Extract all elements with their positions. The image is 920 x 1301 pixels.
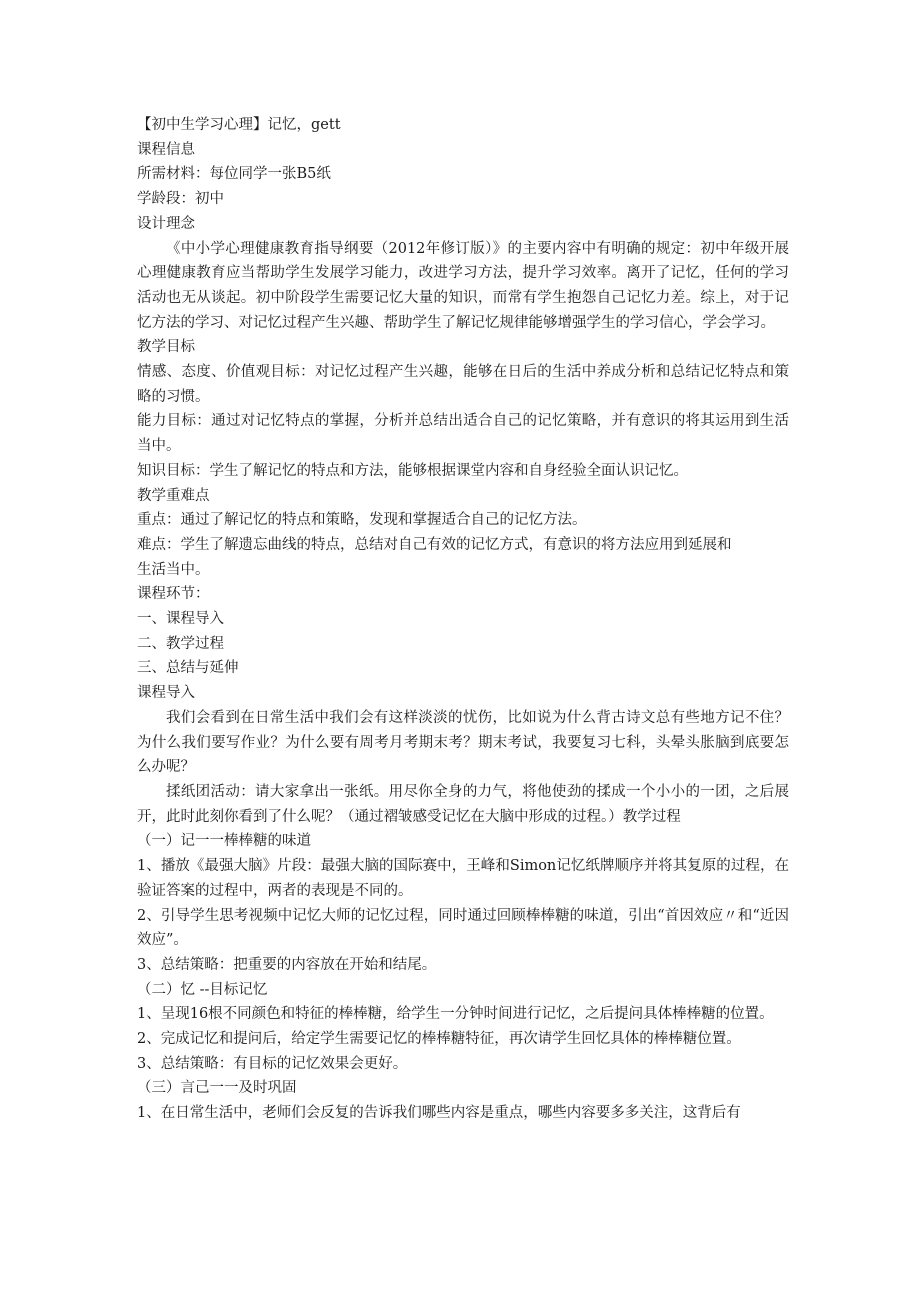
section-1-item-2: 2、引导学生思考视频中记忆大师的记忆过程，同时通过回顾棒棒糖的味道，引出“首因效应〃和“近因效应”。	[137, 907, 789, 949]
section-2-item-2: 2、完成记忆和提问后，给定学生需要记忆的棒棒糖特征，再次请学生回忆具体的棒棒糖位置。	[137, 1031, 741, 1048]
grade-line: 学龄段：初中	[137, 191, 224, 208]
materials-line: 所需材料：每位同学一张B5纸	[137, 166, 331, 183]
key-difficult-heading: 教学重难点	[137, 487, 210, 504]
step-item-1: 一、课程导入	[137, 611, 224, 628]
key-point: 重点：通过了解记忆的特点和策略，发现和掌握适合自己的记忆方法。	[137, 512, 587, 529]
section-2-item-1: 1、呈现16根不同颜色和特征的棒棒糖，给学生一分钟时间进行记忆，之后提问具体棒棒糖的位置。	[137, 1006, 774, 1023]
difficult-point-line-1: 难点：学生了解遗忘曲线的特点，总结对自己有效的记忆方式，有意识的将方法应用到延展和	[137, 536, 732, 553]
goals-heading: 教学目标	[137, 339, 195, 356]
goal-emotion: 情感、态度、价值观目标：对记忆过程产生兴趣，能够在日后的生活中养成分析和总结记忆特点和策略的习惯。	[137, 364, 789, 405]
goal-ability: 能力目标：通过对记忆特点的掌握，分析并总结出适合自己的记忆策略，并有意识的将其运用到生活当中。	[137, 413, 789, 455]
document-page	[137, 113, 789, 1126]
step-item-2: 二、教学过程	[137, 635, 224, 652]
section-1-item-1: 1、播放《最强大脑》片段：最强大脑的国际赛中，王峰和Simon记忆纸牌顺序并将其复原的过程，在验证答案的过程中，两者的表现是不同的。	[137, 858, 789, 899]
step-item-3: 三、总结与延伸	[137, 660, 239, 677]
intro-paragraph: 我们会看到在日常生活中我们会有这样淡淡的忧伤，比如说为什么背古诗文总有些地方记不住？为什么我们要写作业？为什么要有周考月考期末考？期末考试，我要复习七科，头晕头胀脑到底要怎么办呢？	[137, 709, 789, 776]
difficult-point-line-2: 生活当中。	[137, 561, 210, 578]
section-2-item-3: 3、总结策略：有目标的记忆效果会更好。	[137, 1055, 408, 1072]
section-2-heading: （二）忆 --目标记忆	[137, 981, 268, 998]
course-info-heading: 课程信息	[137, 141, 195, 158]
section-1-item-3: 3、总结策略：把重要的内容放在开始和结尾。	[137, 956, 437, 973]
goal-knowledge: 知识目标：学生了解记忆的特点和方法，能够根据课堂内容和自身经验全面认识记忆。	[137, 462, 688, 479]
intro-heading: 课程导入	[137, 685, 195, 702]
document-title: 【初中生学习心理】记忆，gett	[137, 117, 341, 133]
section-3-heading: （三）言己一一及时巩固	[137, 1080, 297, 1097]
design-heading: 设计理念	[137, 215, 195, 232]
activity-paragraph: 揉纸团活动：请大家拿出一张纸。用尽你全身的力气，将他使劲的揉成一个小小的一团，之后展开，此时此刻你看到了什么呢？（通过褶皱感受记忆在大脑中形成的过程。）教学过程	[137, 783, 789, 825]
section-1-heading: （一）记一一棒棒糖的味道	[137, 833, 311, 850]
design-paragraph: 《中小学心理健康教育指导纲要（2012年修订版）》的主要内容中有明确的规定：初中年级开展心理健康教育应当帮助学生发展学习能力，改进学习方法，提升学习效率。离开了记忆，任何的学习活动也无从谈起。初中阶段学生需要记忆大量的知识，而常有学生抱怨自己记忆力差。综上，对于记忆方法的学习、对记忆过程产生兴趣、帮助学生了解记忆规律能够增强学生的学习信心，学会学习。	[137, 240, 789, 331]
section-3-item-1: 1、在日常生活中，老师们会反复的告诉我们哪些内容是重点，哪些内容要多多关注，这背后有	[137, 1105, 741, 1122]
steps-heading: 课程环节：	[137, 586, 210, 603]
